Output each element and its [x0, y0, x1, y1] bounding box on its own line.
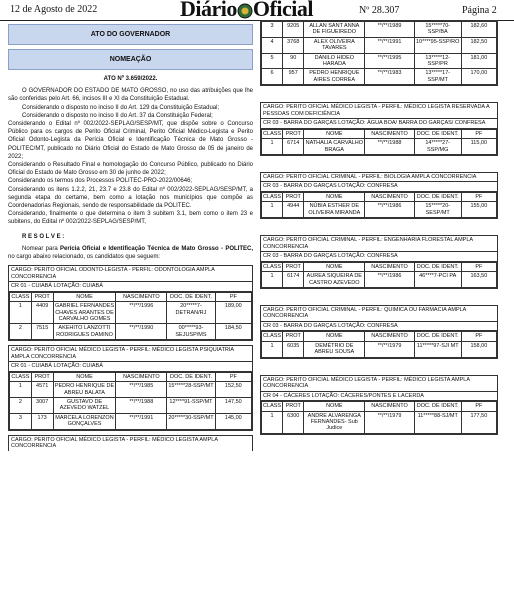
column-header: PF	[461, 129, 496, 138]
table-row	[10, 324, 252, 340]
table-cell: 15*****70-SSP/BA	[414, 22, 461, 38]
block-lotacao: CR 04 - CÁCERES LOTAÇÃO: CÁCERES/PONTES E LACERDA	[261, 392, 497, 402]
block-cargo: CARGO: PERITO OFICIAL ODONTO-LEGISTA - PERFIL: ODONTOLOGIA AMPLA CONCORRENCIA	[9, 266, 252, 282]
nomination-text	[8, 245, 253, 261]
title-part-b: Oficial	[252, 0, 313, 21]
table-cell: 4944	[283, 202, 304, 218]
block-cargo: CARGO: PERITO OFICIAL CRIMINAL - PERFIL: BIOLOGIA AMPLA CONCORRENCIA	[261, 173, 497, 183]
table-header-row	[10, 372, 252, 381]
block-lotacao: CR 01 - CUIABÁ LOTAÇÃO: CUIABÁ	[9, 362, 252, 372]
table-cell: 90	[283, 53, 304, 69]
table-cell: **/**/1996	[116, 302, 167, 324]
table-cell: 6174	[283, 272, 304, 288]
column-header: DOC. DE IDENT.	[414, 192, 461, 201]
block-continued	[260, 20, 498, 86]
table-cell: 170,00	[461, 69, 496, 85]
table-row	[262, 272, 497, 288]
table-cell: ANDRE ALVARENGA FERNANDES- Sub Judice	[304, 411, 365, 433]
table-cell: **/**/1990	[116, 324, 167, 340]
table-cell: 12****91-SSP/MT	[167, 397, 215, 413]
table-cell: 46****7-PCI PA	[414, 272, 461, 288]
section-band-nomination: NOMEAÇÃO	[8, 49, 253, 70]
table-cell: ALLAN SANT ANNA DE FIGUEIREDO	[304, 22, 365, 38]
column-header: CLASS	[263, 263, 282, 270]
column-header: CLASS	[263, 193, 282, 200]
title-part-a: Diário	[180, 0, 237, 21]
table-row	[10, 302, 252, 324]
table-cell: 184,50	[215, 324, 251, 340]
paragraph: Considerando os itens 1.2.2, 21, 23.7 e 23.8 do Edital nº 002/2022-SEPLAG/SESP/MT, a segunda etapa do certame, bem como a lotação nos municípios que compõe as Coordenadorias Regionais, sendo de responsabilidade da POLITEC.	[8, 186, 253, 210]
column-header: PF	[461, 402, 496, 411]
table-cell: 6	[262, 69, 283, 85]
column-header: NASCIMENTO	[116, 292, 167, 301]
table-cell: 13*****17-SSP/MT	[414, 69, 461, 85]
left-column	[8, 22, 253, 451]
table-cell: **/**/1986	[365, 202, 414, 218]
block-odonto	[8, 265, 253, 341]
column-header: PROT	[31, 292, 53, 301]
table-cell: 9205	[283, 22, 304, 38]
column-header: PROT	[283, 332, 304, 341]
table-row	[262, 341, 497, 357]
column-header: DOC. DE IDENT.	[414, 262, 461, 271]
table-cell: GUSTAVO DE AZEVEDO WATZEL	[53, 397, 116, 413]
table-cell: 14*****27-SSP/MG	[414, 139, 461, 155]
paragraph: Considerando o Resultado Final e homologação do Concurso Público, publicado no Diário Oficial do Estado de Mato Grosso em 30 de junho de 2022;	[8, 162, 253, 177]
table-header-row	[262, 192, 497, 201]
column-header: NOME	[304, 129, 365, 138]
column-header: NASCIMENTO	[365, 332, 414, 341]
issue-date: 12 de Agosto de 2022	[10, 4, 98, 15]
block-cargo: CARGO: PERITO OFICIAL CRIMINAL - PERFIL: ENGENHARIA FLORESTAL AMPLA CONCORRENCIA	[261, 236, 497, 252]
table-row	[262, 411, 497, 433]
table-cell: 1	[10, 382, 32, 398]
table-cell: **/**/1988	[365, 139, 414, 155]
column-header: DOC. DE IDENT.	[167, 292, 215, 301]
act-number: ATO Nº 3.659/2022.	[103, 76, 158, 82]
column-header: PROT	[283, 262, 304, 271]
column-header: PROT	[31, 372, 53, 381]
column-header: CLASS	[263, 333, 282, 340]
table-cell: 1	[262, 139, 283, 155]
table-cell: 6035	[283, 341, 304, 357]
table-cell: 15*****20-SESP/MT	[414, 202, 461, 218]
candidates-table	[261, 21, 497, 85]
table-cell: 3	[262, 22, 283, 38]
block-cargo: CARGO: PERITO OFICIAL MÉDICO LEGISTA - PERFIL: MÉDICO LEGISTA RESERVADA A PESSOAS COM DEFICIÊNCIA	[261, 103, 497, 119]
column-header: NASCIMENTO	[365, 262, 414, 271]
column-header: PF	[461, 192, 496, 201]
table-row	[262, 22, 497, 38]
table-row	[262, 53, 497, 69]
table-cell: 182,50	[461, 37, 496, 53]
table-cell: **/**/1979	[365, 411, 414, 433]
table-cell: **/**/1985	[116, 382, 167, 398]
table-cell: 3007	[31, 397, 53, 413]
table-cell: 181,00	[461, 53, 496, 69]
block-biologia	[260, 172, 498, 219]
column-header: PF	[215, 372, 251, 381]
table-cell: 182,60	[461, 22, 496, 38]
block-lotacao: CR 03 - BARRA DO GARÇAS LOTAÇÃO: CONFRESA	[261, 252, 497, 262]
table-cell: 6714	[283, 139, 304, 155]
block-pcd	[260, 102, 498, 156]
table-cell: DANILO HIDEO HARADA	[304, 53, 365, 69]
column-header: PF	[461, 262, 496, 271]
table-cell: 15*****28-SSP/MT	[167, 382, 215, 398]
paragraph: Considerando, finalmente o que determina o item 3 subitem 3.1, bem como o item 23 e subitens, do Edital nº 002/2022-SEPLAG/SESP/MT,	[8, 211, 253, 226]
block-lotacao: CR 03 - BARRA DO GARÇAS LOTAÇÃO: CONFRESA	[261, 182, 497, 192]
table-cell: 00*****93-SEJUSP/MS	[167, 324, 215, 340]
column-header: PF	[461, 332, 496, 341]
paragraph: O GOVERNADOR DO ESTADO DE MATO GROSSO, no uso das atribuições que lhe são conferidas pelo Art. 66, incisos III e XI da Constituição Estadual.	[8, 88, 253, 103]
table-cell: **/**/1983	[365, 69, 414, 85]
column-header: DOC. DE IDENT.	[414, 129, 461, 138]
table-cell: 3	[10, 413, 32, 429]
block-medico-legista	[8, 435, 253, 451]
table-row	[262, 202, 497, 218]
column-header: NASCIMENTO	[365, 129, 414, 138]
candidates-table	[9, 292, 252, 340]
section-band-governor: ATO DO GOVERNADOR	[8, 24, 253, 45]
table-cell: 1	[262, 202, 283, 218]
column-header: NOME	[304, 332, 365, 341]
table-row	[10, 382, 252, 398]
candidates-table	[9, 372, 252, 430]
table-cell: 158,00	[461, 341, 496, 357]
newspaper-title	[180, 0, 313, 22]
table-cell: 145,00	[215, 413, 251, 429]
block-lotacao: CR 03 - BARRA DO GARÇAS LOTAÇÃO: ÁGUA BOA/ BARRA DO GARÇAS/ CONFRESA	[261, 119, 497, 129]
table-cell: 4571	[31, 382, 53, 398]
table-header-row	[10, 292, 252, 301]
table-cell: 1	[10, 302, 32, 324]
block-florestal	[260, 235, 498, 289]
candidates-table	[261, 192, 497, 218]
block-cargo: CARGO: PERITO OFICIAL MÉDICO LEGISTA - PERFIL: MÉDICO LEGISTA AMPLA CONCORRENCIA	[11, 436, 218, 450]
table-row	[262, 139, 497, 155]
table-cell: 2	[10, 397, 32, 413]
column-header: PROT	[283, 402, 304, 411]
table-cell: 20*****7-DETRAN/RJ	[167, 302, 215, 324]
table-cell: 115,00	[461, 139, 496, 155]
table-cell: 152,50	[215, 382, 251, 398]
candidates-table	[261, 262, 497, 288]
table-row	[10, 397, 252, 413]
column-header: PROT	[283, 192, 304, 201]
table-row	[262, 37, 497, 53]
block-caceres	[260, 375, 498, 435]
column-header: NOME	[53, 372, 116, 381]
column-header: DOC. DE IDENT.	[414, 402, 461, 411]
table-cell: 10****95-SSP/RO	[414, 37, 461, 53]
table-row	[10, 413, 252, 429]
block-quimica	[260, 305, 498, 359]
table-cell: 177,50	[461, 411, 496, 433]
table-cell: 147,50	[215, 397, 251, 413]
table-cell: 11*****88-SJ/MT	[414, 411, 461, 433]
table-cell: 20*****30-SSP/MT	[167, 413, 215, 429]
table-cell: 163,50	[461, 272, 496, 288]
state-crest-icon	[237, 3, 253, 19]
table-header-row	[262, 129, 497, 138]
table-cell: GABRIEL FERNANDES CHAVES ARANTES DE CARVALHO GOMES	[54, 303, 115, 322]
column-header: CLASS	[263, 130, 282, 137]
table-cell: **/**/1979	[365, 341, 414, 357]
candidates-table	[261, 331, 497, 357]
table-cell: 957	[283, 69, 304, 85]
table-cell: ALEX OLIVEIRA TAVARES	[304, 37, 365, 53]
nomination-post: no cargo abaixo relacionado, os candidatos que seguem:	[8, 254, 161, 261]
table-cell: AKEHITO LANZOTTI RODRIGUES DAMINO	[53, 324, 116, 340]
column-header: DOC. DE IDENT.	[414, 332, 461, 341]
table-cell: **/**/1991	[365, 37, 414, 53]
block-lotacao: CR 03 - BARRA DO GARÇAS LOTAÇÃO: CONFRESA	[261, 322, 497, 332]
column-header: CLASS	[263, 403, 282, 410]
table-cell: **/**/1989	[365, 22, 414, 38]
table-cell: MARCELA LORENZON GONÇALVES	[53, 413, 116, 429]
table-cell: 7515	[31, 324, 53, 340]
block-cargo: CARGO: PERITO OFICIAL MÉDICO LEGISTA - PERFIL: MÉDICO LEGISTA AMPLA CONCORRENCIA	[261, 376, 497, 392]
table-cell: 13*****12-SSP/PR	[414, 53, 461, 69]
table-cell: 5	[262, 53, 283, 69]
table-cell: 189,00	[215, 302, 251, 324]
table-cell: 4409	[31, 302, 53, 324]
column-header: CLASS	[11, 373, 30, 380]
column-header: NOME	[304, 262, 365, 271]
block-lotacao: CR 01 - CUIABÁ LOTAÇÃO: CUIABÁ	[9, 282, 252, 292]
column-header: PROT	[283, 129, 304, 138]
resolve-heading: R E S O L V E :	[22, 233, 65, 240]
paragraph: Considerando o disposto no inciso II do Art. 129 da Constituição Estadual;	[22, 104, 220, 111]
block-cargo: CARGO: PERITO OFICIAL MÉDICO LEGISTA - PERFIL: MÉDICO LEGISTA PSIQUIATRIA AMPLA CONCORRENCIA	[9, 346, 252, 362]
table-cell: **/**/1995	[365, 53, 414, 69]
table-cell: 1	[262, 341, 283, 357]
table-header-row	[262, 402, 497, 411]
column-header: NASCIMENTO	[116, 372, 167, 381]
table-cell: **/**/1991	[116, 413, 167, 429]
nomination-pre: Nomear para	[22, 245, 58, 252]
candidates-table	[261, 129, 497, 155]
column-header: NASCIMENTO	[365, 402, 414, 411]
table-cell: PEDRO HENRIQUE AIRES CORREA	[304, 69, 365, 85]
right-column	[260, 20, 498, 435]
table-cell: 1	[262, 411, 283, 433]
table-cell: 1	[262, 272, 283, 288]
table-cell: 4	[262, 37, 283, 53]
column-header: NOME	[53, 292, 116, 301]
table-header-row	[262, 332, 497, 341]
table-cell: **/**/1986	[365, 272, 414, 288]
table-header-row	[262, 262, 497, 271]
table-cell: 11*****97-SJI MT	[414, 341, 461, 357]
paragraph: Considerando os termos dos Processos POLITEC-PRO-2022/00646;	[8, 178, 193, 185]
table-cell: PEDRO HENRIQUE DE ABREU BALATA	[54, 383, 115, 396]
column-header: DOC. DE IDENT.	[167, 372, 215, 381]
table-cell: 155,00	[461, 202, 496, 218]
candidates-table	[261, 401, 497, 434]
table-cell: DEMÉTRIO DE ABREU SOUSA	[304, 341, 365, 357]
column-header: NOME	[304, 402, 365, 411]
table-cell: 2	[10, 324, 32, 340]
page-number: Página 2	[462, 5, 497, 16]
table-cell: 6300	[283, 411, 304, 433]
table-cell: **/**/1988	[116, 397, 167, 413]
column-header: CLASS	[11, 293, 30, 300]
table-cell: 3768	[283, 37, 304, 53]
nomination-agency: Perícia Oficial e Identificação Técnica de Mato Grosso - POLITEC,	[60, 245, 254, 252]
table-cell: NATHALIA CARVALHO BRAGA	[305, 140, 364, 153]
table-cell: AUREA SIQUEIRA DE CASTRO AZEVEDO	[304, 272, 365, 288]
block-psiquiatria	[8, 345, 253, 430]
column-header: PF	[215, 292, 251, 301]
column-header: NASCIMENTO	[365, 192, 414, 201]
issue-number: Nº 28.307	[359, 5, 400, 16]
table-cell: 173	[31, 413, 53, 429]
block-cargo: CARGO: PERITO OFICIAL CRIMINAL - PERFIL: QUIMICA OU FARMACIA AMPLA CONCORRENCIA	[261, 306, 497, 322]
table-row	[262, 69, 497, 85]
column-header: NOME	[304, 192, 365, 201]
table-cell: NÚBIA ESTHER DE OLIVEIRA MIRANDA	[304, 202, 365, 218]
paragraph: Considerando o disposto no inciso II do Art. 37 da Constituição Federal;	[22, 112, 213, 119]
paragraph: Considerando o Edital nº 002/2022-SEPLAG/SESP/MT, que dispõe sobre o Concurso Público para os cargos de Perito Oficial Criminal, Perito Oficial Médico-Legista e Perito Oficial Odonto-Legista da Perícia Oficial e Identificação Técnica de Mato Grosso - POLITEC/MT, publicado no Diário Oficial do Estado de Mato Grosso de 05 de janeiro de 2022;	[8, 121, 253, 160]
page-header	[0, 0, 514, 21]
